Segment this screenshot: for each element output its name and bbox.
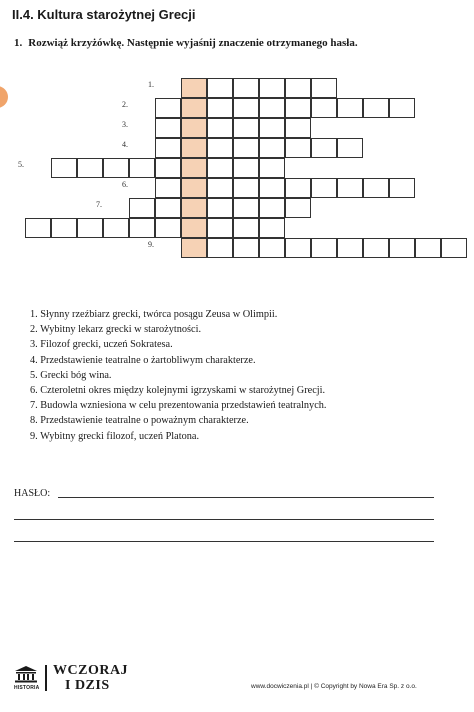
row-number-label: 2. xyxy=(122,100,128,109)
clue-item: 4. Przedstawienie teatralne o żartobliwym charakterze. xyxy=(30,354,256,366)
crossword-cell[interactable] xyxy=(259,238,285,258)
clue-item: 2. Wybitny lekarz grecki w starożytności. xyxy=(30,324,202,336)
crossword-cell[interactable] xyxy=(259,98,285,118)
crossword-cell[interactable] xyxy=(77,218,103,238)
crossword-cell[interactable] xyxy=(259,78,285,98)
publisher-logo xyxy=(13,663,129,695)
crossword-key-cell[interactable] xyxy=(181,158,207,178)
crossword-cell[interactable] xyxy=(233,118,259,138)
crossword-cell[interactable] xyxy=(311,138,337,158)
haslo-label: HASŁO: xyxy=(14,488,51,499)
crossword-grid xyxy=(0,0,474,280)
crossword-cell[interactable] xyxy=(389,98,415,118)
crossword-cell[interactable] xyxy=(389,238,415,258)
row-number-label: 5. xyxy=(18,160,24,169)
logo-subject-label: HISTORIA xyxy=(14,685,40,691)
clue-item: 5. Grecki bóg wina. xyxy=(30,369,112,381)
crossword-key-cell[interactable] xyxy=(181,178,207,198)
task-text: Rozwiąż krzyżówkę. Następnie wyjaśnij znaczenie otrzymanego hasła. xyxy=(28,37,358,49)
crossword-cell[interactable] xyxy=(363,238,389,258)
crossword-cell[interactable] xyxy=(311,98,337,118)
clue-item: 6. Czteroletni okres między kolejnymi igrzyskami w starożytnej Grecji. xyxy=(30,385,326,397)
row-number-label: 6. xyxy=(122,180,128,189)
crossword-cell[interactable] xyxy=(441,238,467,258)
crossword-cell[interactable] xyxy=(363,178,389,198)
crossword-cell[interactable] xyxy=(103,158,129,178)
clue-item: 9. Wybitny grecki filozof, uczeń Platona. xyxy=(30,430,200,442)
crossword-cell[interactable] xyxy=(285,118,311,138)
crossword-key-cell[interactable] xyxy=(181,218,207,238)
row-number-label: 1. xyxy=(148,80,154,89)
crossword-cell[interactable] xyxy=(285,138,311,158)
section-title: II.4. Kultura starożytnej Grecji xyxy=(12,7,196,22)
crossword-cell[interactable] xyxy=(207,78,233,98)
crossword-cell[interactable] xyxy=(259,218,285,238)
crossword-key-cell[interactable] xyxy=(181,98,207,118)
crossword-cell[interactable] xyxy=(285,178,311,198)
logo-divider xyxy=(45,665,47,691)
clue-list xyxy=(30,307,327,444)
crossword-cell[interactable] xyxy=(311,238,337,258)
crossword-cell[interactable] xyxy=(337,138,363,158)
clue-item: 7. Budowla wzniesiona w celu prezentowania przedstawień teatralnych. xyxy=(30,400,327,412)
crossword-cell[interactable] xyxy=(311,178,337,198)
crossword-key-cell[interactable] xyxy=(181,78,207,98)
crossword-cell[interactable] xyxy=(51,158,77,178)
crossword-cell[interactable] xyxy=(207,218,233,238)
answer-line-1[interactable] xyxy=(58,497,434,498)
crossword-cell[interactable] xyxy=(155,198,181,218)
crossword-cell[interactable] xyxy=(389,178,415,198)
crossword-cell[interactable] xyxy=(233,158,259,178)
row-number-label: 4. xyxy=(122,140,128,149)
crossword-cell[interactable] xyxy=(155,158,181,178)
crossword-cell[interactable] xyxy=(155,98,181,118)
crossword-cell[interactable] xyxy=(207,238,233,258)
crossword-cell[interactable] xyxy=(285,238,311,258)
crossword-cell[interactable] xyxy=(259,198,285,218)
crossword-key-cell[interactable] xyxy=(181,198,207,218)
crossword-cell[interactable] xyxy=(285,78,311,98)
crossword-cell[interactable] xyxy=(155,118,181,138)
crossword-cell[interactable] xyxy=(415,238,441,258)
crossword-key-cell[interactable] xyxy=(181,238,207,258)
crossword-cell[interactable] xyxy=(233,218,259,238)
crossword-cell[interactable] xyxy=(285,98,311,118)
logo-title-line1: WCZORAJ xyxy=(53,663,129,678)
crossword-cell[interactable] xyxy=(25,218,51,238)
crossword-cell[interactable] xyxy=(207,178,233,198)
crossword-key-cell[interactable] xyxy=(181,138,207,158)
clue-item: 1. Słynny rzeźbiarz grecki, twórca posągu Zeusa w Olimpii. xyxy=(30,309,278,320)
crossword-cell[interactable] xyxy=(337,178,363,198)
row-number-label: 7. xyxy=(96,200,102,209)
crossword-cell[interactable] xyxy=(259,158,285,178)
crossword-cell[interactable] xyxy=(233,238,259,258)
row-number-label: 9. xyxy=(148,240,154,249)
crossword-cell[interactable] xyxy=(233,198,259,218)
crossword-cell[interactable] xyxy=(155,138,181,158)
crossword-cell[interactable] xyxy=(129,158,155,178)
crossword-cell[interactable] xyxy=(207,98,233,118)
crossword-cell[interactable] xyxy=(259,178,285,198)
crossword-cell[interactable] xyxy=(155,178,181,198)
crossword-cell[interactable] xyxy=(337,238,363,258)
crossword-cell[interactable] xyxy=(233,98,259,118)
crossword-key-cell[interactable] xyxy=(181,118,207,138)
clue-item: 8. Przedstawienie teatralne o poważnym charakterze. xyxy=(30,415,249,427)
clue-item: 3. Filozof grecki, uczeń Sokratesa. xyxy=(30,339,173,351)
crossword-cell[interactable] xyxy=(233,178,259,198)
crossword-cell[interactable] xyxy=(207,198,233,218)
answer-line-2[interactable] xyxy=(14,519,434,520)
logo-title-line2: I DZIS xyxy=(65,678,110,693)
crossword-cell[interactable] xyxy=(363,98,389,118)
crossword-cell[interactable] xyxy=(337,98,363,118)
crossword-cell[interactable] xyxy=(233,78,259,98)
crossword-cell[interactable] xyxy=(311,78,337,98)
task-number: 1. xyxy=(14,37,23,49)
crossword-cell[interactable] xyxy=(285,198,311,218)
crossword-cell[interactable] xyxy=(259,118,285,138)
crossword-cell[interactable] xyxy=(207,158,233,178)
crossword-cell[interactable] xyxy=(129,198,155,218)
crossword-cell[interactable] xyxy=(233,138,259,158)
row-number-label: 3. xyxy=(122,120,128,129)
copyright-text: www.docwiczenia.pl | © Copyright by Nowa Era Sp. z o.o. xyxy=(251,683,417,690)
crossword-cell[interactable] xyxy=(103,218,129,238)
crossword-cell[interactable] xyxy=(155,218,181,238)
crossword-cell[interactable] xyxy=(51,218,77,238)
temple-icon xyxy=(13,665,39,683)
crossword-cell[interactable] xyxy=(77,158,103,178)
crossword-cell[interactable] xyxy=(129,218,155,238)
crossword-cell[interactable] xyxy=(259,138,285,158)
answer-line-3[interactable] xyxy=(14,541,434,542)
crossword-cell[interactable] xyxy=(207,118,233,138)
crossword-cell[interactable] xyxy=(207,138,233,158)
